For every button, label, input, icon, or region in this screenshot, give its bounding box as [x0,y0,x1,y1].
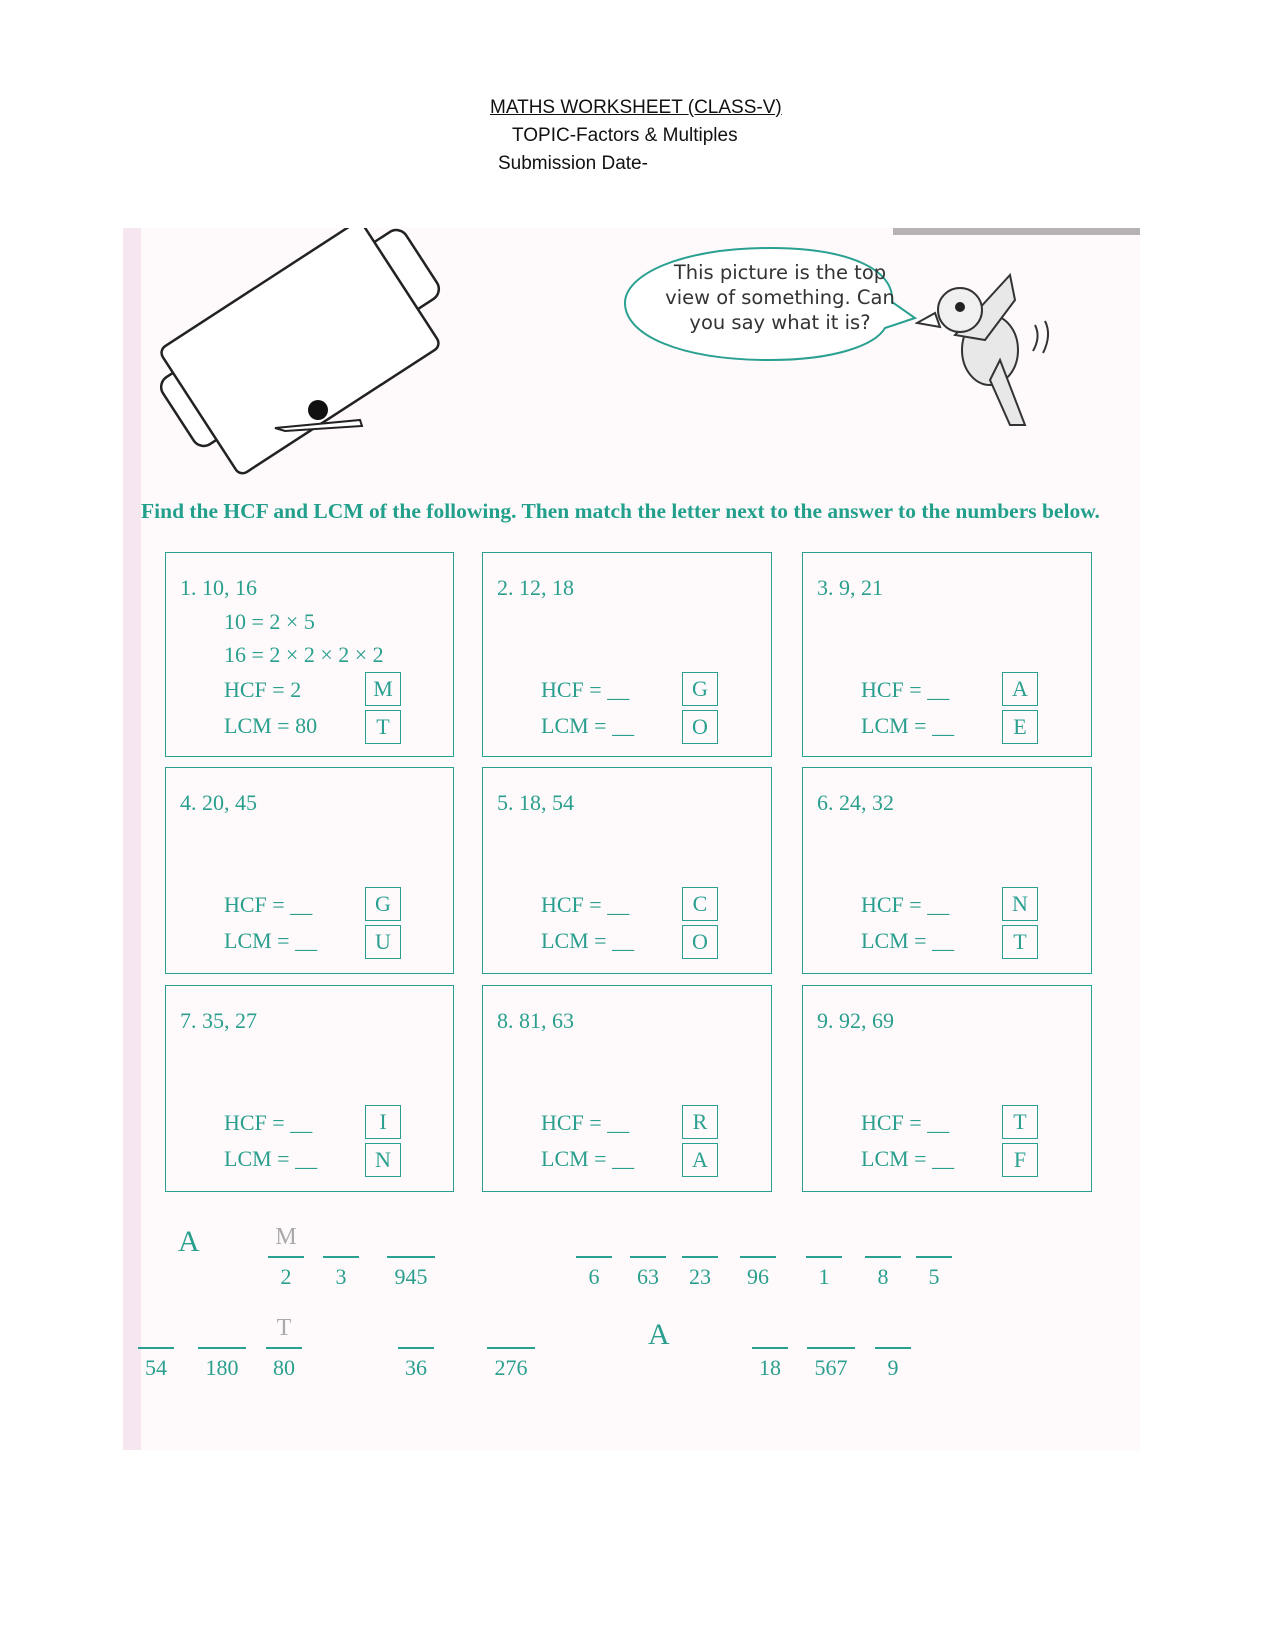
answer-number: 5 [928,1264,940,1289]
lcm-blank: LCM = __ [541,1146,635,1171]
answer-number: 36 [405,1355,427,1380]
hcf-blank: HCF = __ [861,677,950,702]
answer-number: 276 [494,1355,528,1380]
problem-numbers: 8. 81, 63 [497,1008,574,1033]
answer-number: 63 [637,1264,659,1289]
answer-line [875,1347,911,1349]
problem-numbers: 6. 24, 32 [817,790,894,815]
hcf-letter: G [682,672,718,706]
problem-box-2 [482,552,772,757]
answer-line [138,1347,174,1349]
lcm-blank: LCM = __ [541,713,635,738]
answer-row1-given-letter: A [178,1225,200,1258]
answer-number: 567 [814,1355,848,1380]
problem-box-3 [802,552,1092,757]
lcm-blank: LCM = __ [224,928,318,953]
answer-number: 180 [205,1355,239,1380]
problem-box-7 [165,985,454,1192]
lcm-letter: F [1002,1143,1038,1177]
lcm-blank: LCM = __ [861,713,955,738]
problem-box-8 [482,985,772,1192]
answer-number: 2 [280,1264,292,1289]
answer-number: 8 [877,1264,889,1289]
problem-numbers: 5. 18, 54 [497,790,574,815]
lcm-letter: E [1002,710,1038,744]
lcm-blank: LCM = __ [224,1146,318,1171]
problem-numbers: 7. 35, 27 [180,1008,257,1033]
hcf-letter: I [365,1105,401,1139]
scan-top-bar [893,228,1140,235]
answer-row2-given-letter: A [648,1318,670,1351]
answer-line [916,1256,952,1258]
desk-illustration [135,228,475,478]
answer-line [682,1256,718,1258]
hcf-blank: HCF = __ [541,1110,630,1135]
hcf-letter: G [365,887,401,921]
answer-line [807,1347,855,1349]
lcm-letter: U [365,925,401,959]
problem-numbers: 9. 92, 69 [817,1008,894,1033]
answer-number: 1 [818,1264,830,1289]
problem-box-6 [802,767,1092,974]
lcm-blank: LCM = __ [541,928,635,953]
problem-box-9 [802,985,1092,1192]
answer-number: 80 [273,1355,295,1380]
answer-number: 945 [394,1264,428,1289]
hcf-blank: HCF = __ [224,892,313,917]
answer-line [576,1256,612,1258]
answer-line [323,1256,359,1258]
lcm-letter: O [682,925,718,959]
problem-numbers: 4. 20, 45 [180,790,257,815]
bird-mascot-icon [915,265,1075,440]
hcf-letter: M [365,672,401,706]
hcf-blank: HCF = __ [861,892,950,917]
problem-numbers: 1. 10, 16 [180,575,257,600]
factor-line-1: 10 = 2 × 5 [224,609,315,634]
answer-number: 3 [335,1264,347,1289]
answer-line [865,1256,901,1258]
answer-line [752,1347,788,1349]
hcf-blank: HCF = __ [541,677,630,702]
answer-line [198,1347,246,1349]
problem-box-4 [165,767,454,974]
answer-line [387,1256,435,1258]
submission-date-label: Submission Date- [498,153,648,174]
hcf-blank: HCF = __ [541,892,630,917]
bubble-text: This picture is the top view of something. Can you say what it is? [665,261,895,334]
problem-numbers: 2. 12, 18 [497,575,574,600]
hcf-letter: C [682,887,718,921]
lcm-answer: LCM = 80 [224,713,318,738]
hcf-answer: HCF = 2 [224,677,302,702]
lcm-letter: N [365,1143,401,1177]
answer-line [740,1256,776,1258]
lcm-letter: T [365,710,401,744]
answer-number: 23 [689,1264,711,1289]
hcf-letter: A [1002,672,1038,706]
hcf-blank: HCF = __ [861,1110,950,1135]
instruction-text: Find the HCF and LCM of the following. Then match the letter next to the answer to the numbers below. [141,499,1100,523]
answer-number: 9 [887,1355,899,1380]
answer-line [487,1347,535,1349]
lcm-blank: LCM = __ [861,928,955,953]
answer-number: 96 [747,1264,769,1289]
lcm-letter: T [1002,925,1038,959]
answer-number: 6 [588,1264,600,1289]
lcm-blank: LCM = __ [861,1146,955,1171]
answer-line [398,1347,434,1349]
hcf-blank: HCF = __ [224,1110,313,1135]
answer-line [806,1256,842,1258]
answer-number: 18 [759,1355,781,1380]
problem-box-1 [165,552,454,757]
answer-line [630,1256,666,1258]
answer-line [266,1347,302,1349]
worksheet-topic: TOPIC-Factors & Multiples [512,125,738,146]
hcf-letter: N [1002,887,1038,921]
worksheet-title: MATHS WORKSHEET (CLASS-V) [490,97,782,118]
hcf-letter: T [1002,1105,1038,1139]
lcm-letter: O [682,710,718,744]
answer-letter: T [276,1315,292,1341]
problem-box-5 [482,767,772,974]
hcf-letter: R [682,1105,718,1139]
problem-numbers: 3. 9, 21 [817,575,883,600]
answer-letter: M [275,1224,297,1250]
factor-line-2: 16 = 2 × 2 × 2 × 2 [224,642,384,667]
answer-line [268,1256,304,1258]
lcm-letter: A [682,1143,718,1177]
answer-number: 54 [145,1355,167,1380]
